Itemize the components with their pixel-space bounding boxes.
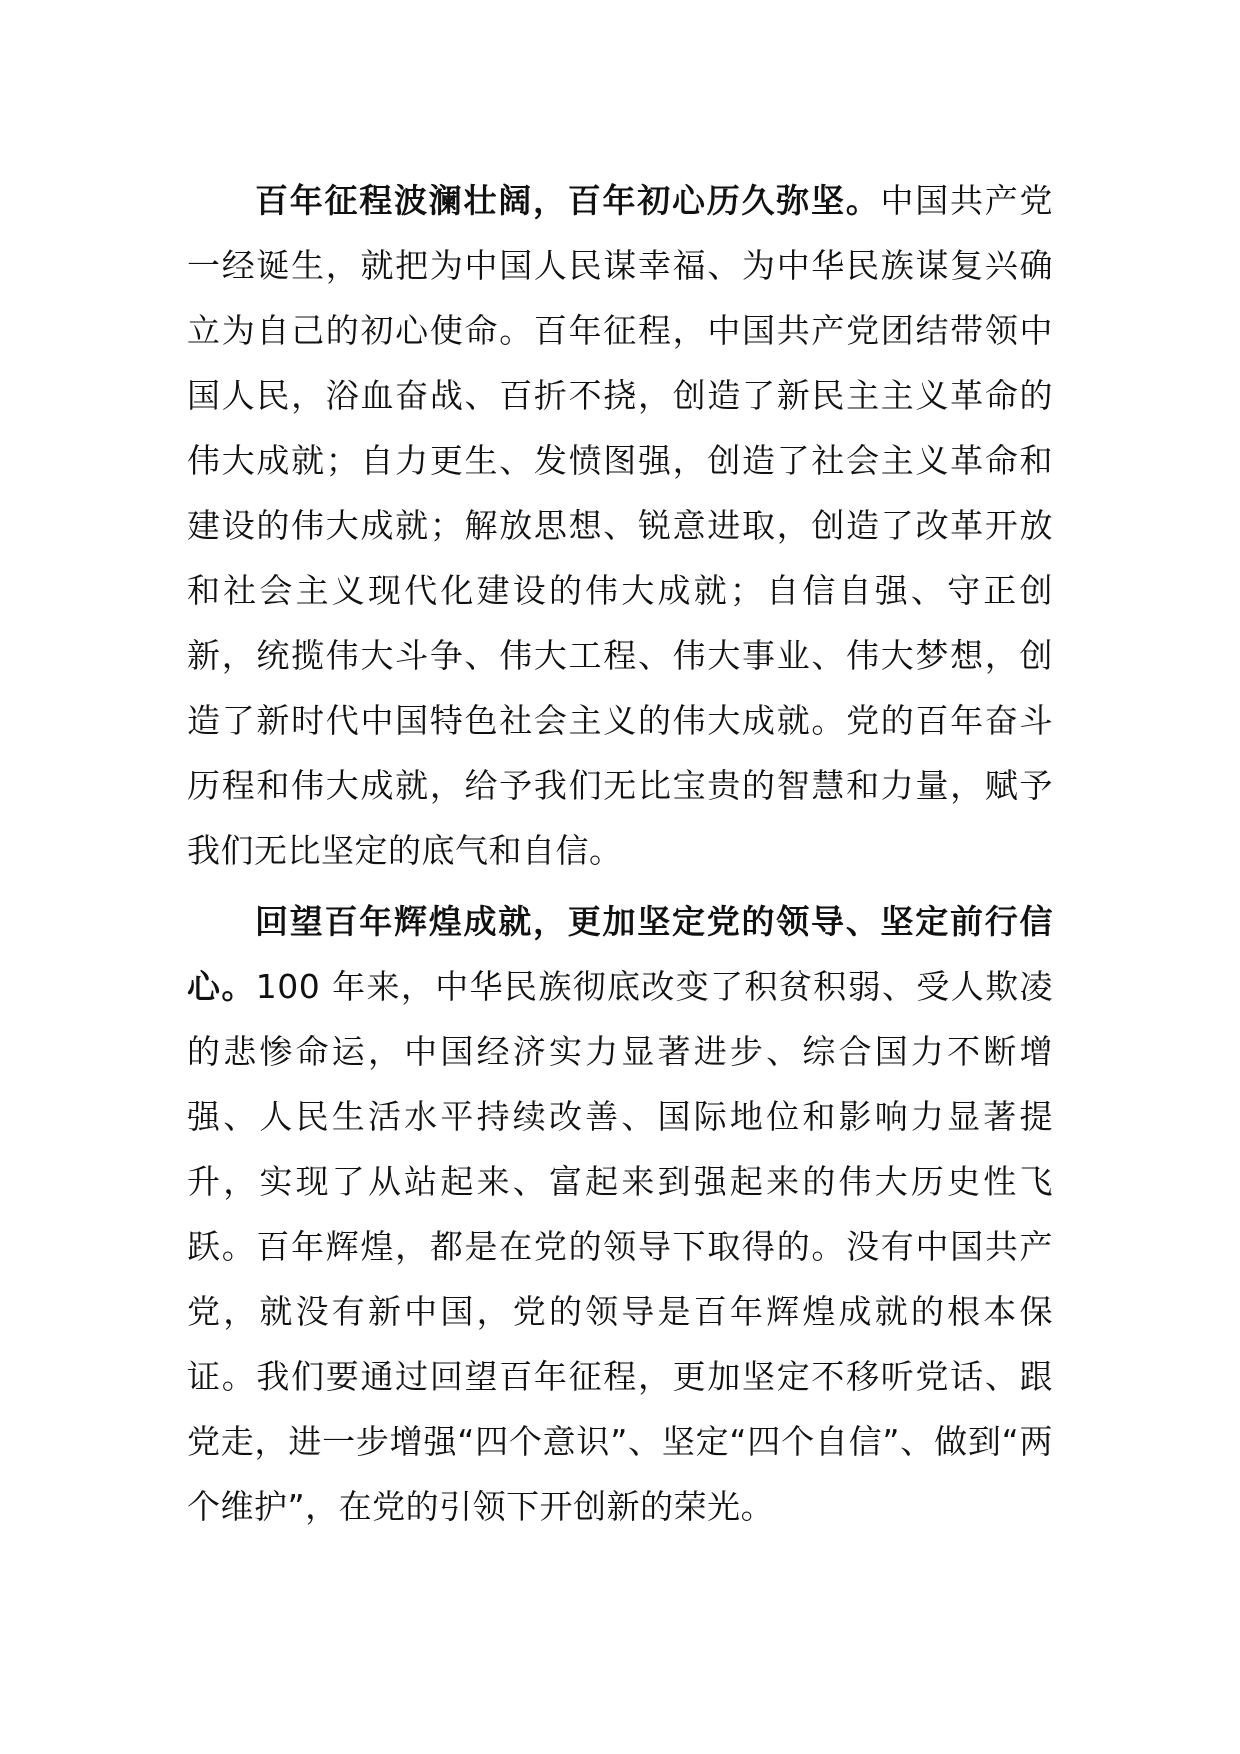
paragraph-2-body: 100 年来，中华民族彻底改变了积贫积弱、受人欺凌的悲惨命运，中国经济实力显著进步、综合国力不断增强、人民生活水平持续改善、国际地位和影响力显著提升，实现了从站起来、富起来到强起来的伟大历史性飞跃。百年辉煌，都是在党的领导下取得的。没有中国共产党，就没有新中国，党的领导是百年辉煌成就的根本保证。我们要通过回望百年征程，更加坚定不移听党话、跟党走，进一步增强“四个意识”、坚定“四个自信”、做到“两个维护”，在党的引领下开创新的荣光。 xyxy=(187,967,1054,1526)
paragraph-2-lead: 回望百年辉煌成就，更加坚定党的领导、坚定前行信心。 xyxy=(187,902,1053,1006)
paragraph-1 xyxy=(187,168,1053,883)
paragraph-1-lead: 百年征程波澜壮阔，百年初心历久弥坚。 xyxy=(255,181,881,220)
paragraph-2 xyxy=(187,889,1053,1539)
paragraph-1-body: 中国共产党一经诞生，就把为中国人民谋幸福、为中华民族谋复兴确立为自己的初心使命。百年征程，中国共产党团结带领中国人民，浴血奋战、百折不挠，创造了新民主主义革命的伟大成就；自力更生、发愤图强，创造了社会主义革命和建设的伟大成就；解放思想、锐意进取，创造了改革开放和社会主义现代化建设的伟大成就；自信自强、守正创新，统揽伟大斗争、伟大工程、伟大事业、伟大梦想，创造了新时代中国特色社会主义的伟大成就。党的百年奋斗历程和伟大成就，给予我们无比宝贵的智慧和力量，赋予我们无比坚定的底气和自信。 xyxy=(187,181,1053,870)
document-body xyxy=(187,168,1053,1545)
